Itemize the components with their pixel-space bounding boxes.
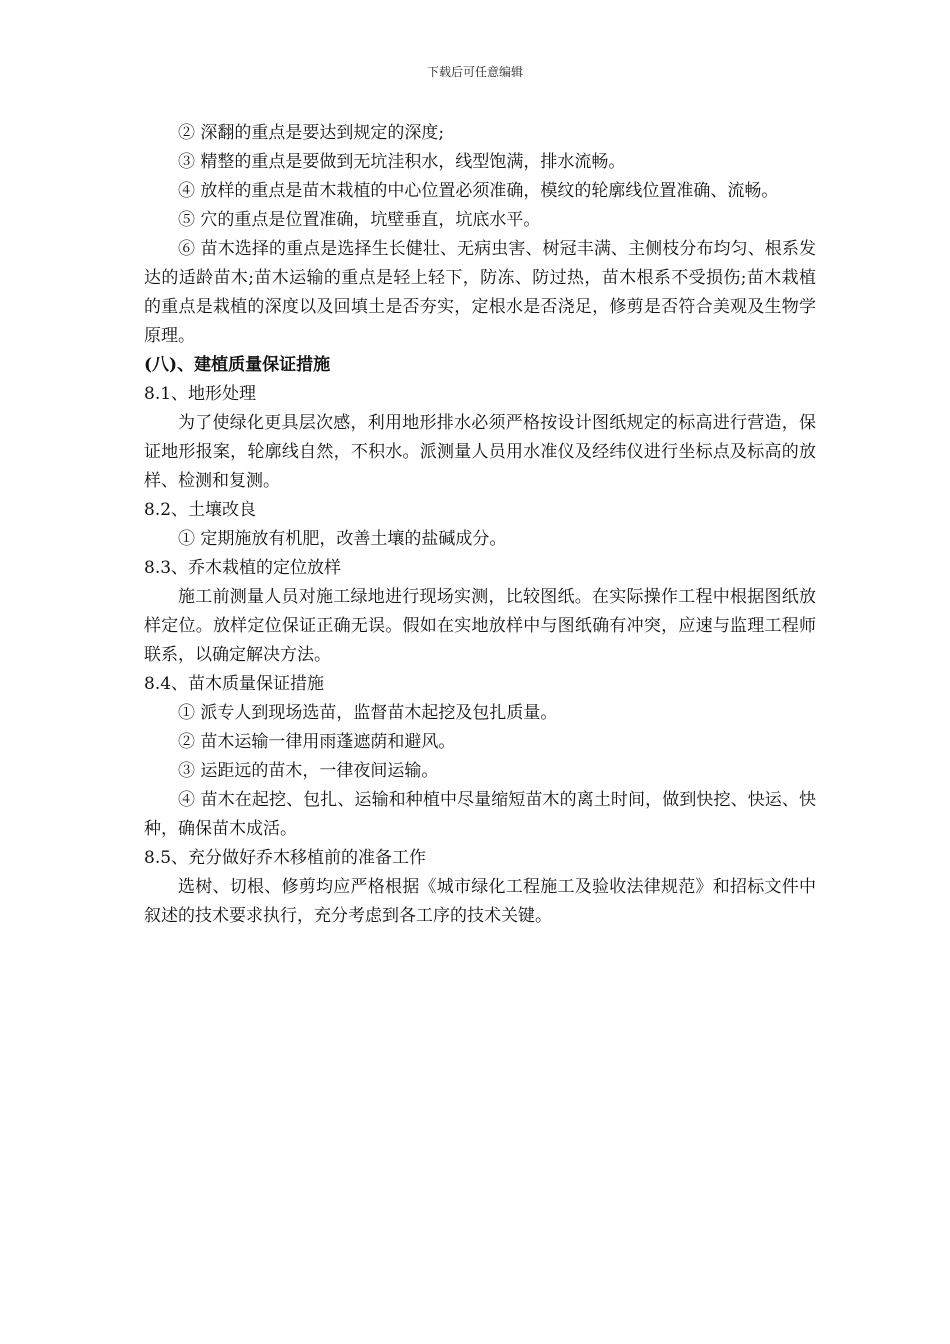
paragraph-deep-plowing: ② 深翻的重点是要达到规定的深度; (178, 123, 445, 143)
paragraph-transplant-prep: 选树、切根、修剪均应严格根据《城市绿化工程施工及验收法律规范》和招标文件中叙述的技术要求执行，充分考虑到各工序的技术关键。 (144, 877, 816, 926)
paragraph-fine-grading: ③ 精整的重点是要做到无坑洼积水，线型饱满，排水流畅。 (178, 152, 626, 172)
paragraph-soil: ① 定期施放有机肥，改善土壤的盐碱成分。 (178, 529, 507, 549)
section-heading-quality-measures: (八)、建植质量保证措施 (144, 355, 331, 375)
paragraph-terrain: 为了使绿化更具层次感，利用地形排水必须严格按设计图纸规定的标高进行营造，保证地形报案，轮廓线自然，不积水。派测量人员用水准仪及经纬仪进行坐标点及标高的放样、检测和复测。 (144, 413, 816, 491)
list-item-fast-planting: ④ 苗木在起挖、包扎、运输和种植中尽量缩短苗木的离土时间，做到快挖、快运、快种，确保苗木成活。 (144, 790, 816, 839)
document-body (144, 119, 816, 931)
paragraph-tree-positioning: 施工前测量人员对施工绿地进行现场实测，比较图纸。在实际操作工程中根据图纸放样定位。放样定位保证正确无误。假如在实地放样中与图纸确有冲突，应速与监理工程师联系，以确定解决方法。 (144, 587, 816, 665)
paragraph-staking-out: ④ 放样的重点是苗木栽植的中心位置必须准确，模纹的轮廓线位置准确、流畅。 (178, 181, 779, 201)
subheading-8-2: 8.2、土壤改良 (144, 500, 257, 520)
subheading-8-4: 8.4、苗木质量保证措施 (144, 674, 325, 694)
subheading-8-5: 8.5、充分做好乔木移植前的准备工作 (144, 848, 427, 868)
page-header: 下载后可任意编辑 (426, 65, 523, 79)
paragraph-planting-holes: ⑤ 穴的重点是位置准确，坑壁垂直，坑底水平。 (178, 210, 541, 230)
subheading-8-3: 8.3、乔木栽植的定位放样 (144, 558, 342, 578)
list-item-on-site-selection: ① 派专人到现场选苗，监督苗木起挖及包扎质量。 (178, 703, 558, 723)
subheading-8-1: 8.1、地形处理 (144, 384, 257, 404)
list-item-night-transport: ③ 运距远的苗木，一律夜间运输。 (178, 761, 439, 781)
paragraph-seedling-selection: ⑥ 苗木选择的重点是选择生长健壮、无病虫害、树冠丰满、主侧枝分布均匀、根系发达的适龄苗木;苗木运输的重点是轻上轻下，防冻、防过热，苗木根系不受损伤;苗木栽植的重点是栽植的深度以及回填土是否夯实，定根水是否浇足，修剪是否符合美观及生物学原理。 (144, 239, 816, 346)
list-item-transport-cover: ② 苗木运输一律用雨蓬遮荫和避风。 (178, 732, 456, 752)
